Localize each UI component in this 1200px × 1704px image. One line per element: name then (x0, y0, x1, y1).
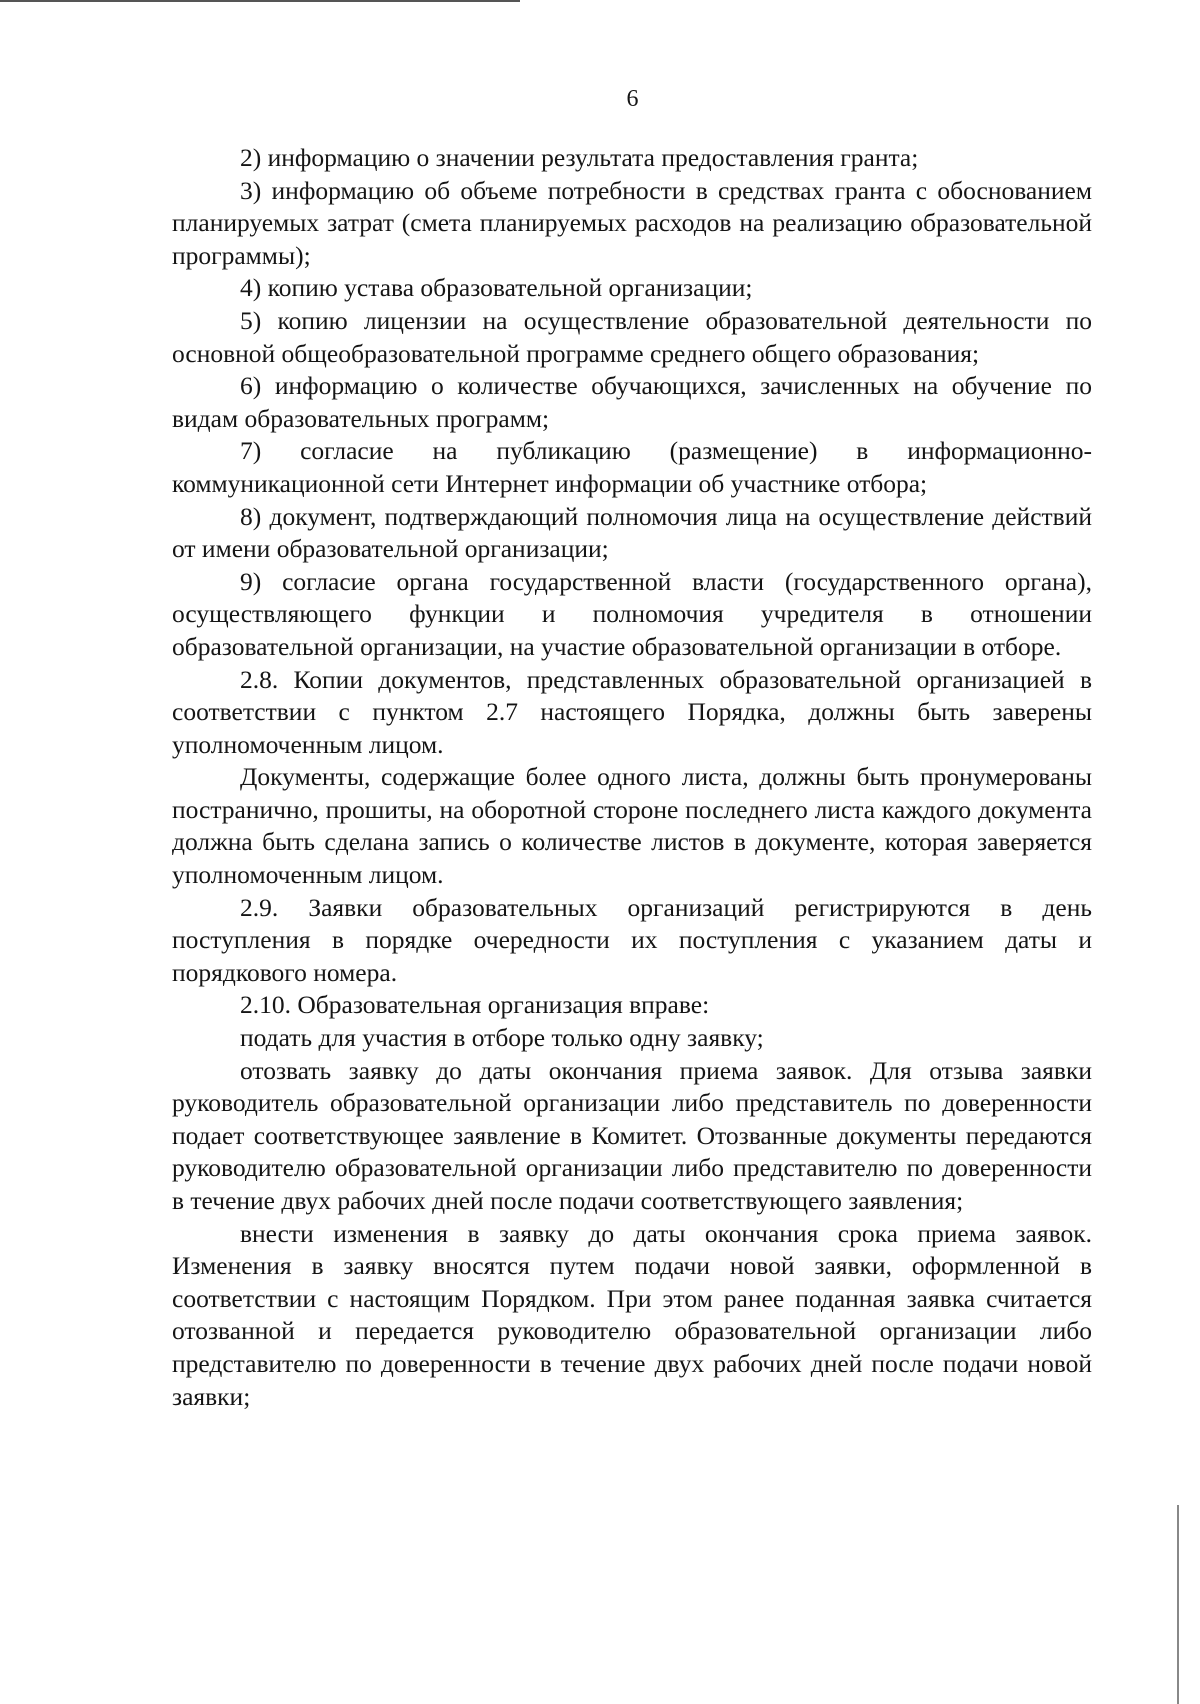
paragraph-section-2-8: 2.8. Копии документов, представленных образовательной организацией в соответствии с пунктом 2.7 настоящего Порядка, должны быть заверены уполномоченным лицом. (172, 664, 1092, 759)
paragraph-item-7: 7) согласие на публикацию (размещение) в информационно-коммуникационной сети Интернет информации об участнике отбора; (172, 436, 1092, 498)
paragraph-amend-application: внести изменения в заявку до даты окончания срока приема заявок. Изменения в заявку вносятся путем подачи новой заявки, оформленной в соответствии с настоящим Порядком. При этом ранее поданная заявка считается отозванной и передается руководителю образовательной организации либо представителю по доверенности в течение двух рабочих дней после подачи новой заявки; (172, 1218, 1092, 1411)
paragraph-section-2-9: 2.9. Заявки образовательных организаций регистрируются в день поступления в порядке очередности их поступления с указанием даты и порядкового номера. (172, 892, 1092, 987)
paragraph-item-3: 3) информацию об объеме потребности в средствах гранта с обоснованием планируемых затрат (смета планируемых расходов на реализацию образовательной программы); (172, 175, 1092, 270)
page-number: 6 (626, 86, 639, 112)
paragraph-item-5: 5) копию лицензии на осуществление образовательной деятельности по основной общеобразовательной программе среднего общего образования; (172, 305, 1092, 368)
scan-edge-top (0, 0, 520, 2)
paragraph-item-4: 4) копию устава образовательной организации; (240, 273, 753, 303)
paragraph-item-9: 9) согласие органа государственной власти (государственного органа), осуществляющего функции и полномочия учредителя в отношении образовательной организации, на участие образовательной организации в отборе. (172, 566, 1092, 661)
paragraph-item-2: 2) информацию о значении результата предоставления гранта; (240, 143, 919, 172)
paragraph-withdraw-application: отозвать заявку до даты окончания приема заявок. Для отзыва заявки руководитель образовательной организации либо представитель по доверенности подает соответствующее заявление в Комитет. Отозванные документы передаются руководителю образовательной организации либо представителю по доверенности в течение двух рабочих дней после подачи соответствующего заявления; (172, 1055, 1092, 1215)
scan-edge-right (1177, 1505, 1179, 1704)
paragraph-item-6: 6) информацию о количестве обучающихся, зачисленных на обучение по видам образовательных программ; (172, 371, 1092, 433)
paragraph-item-8: 8) документ, подтверждающий полномочия лица на осуществление действий от имени образовательной организации; (172, 501, 1092, 564)
paragraph-documents-requirements: Документы, содержащие более одного листа, должны быть пронумерованы постранично, прошиты, на оборотной стороне последнего листа каждого документа должна быть сделана запись о количестве листов в документе, которая заверяется уполномоченным лицом. (172, 762, 1092, 890)
paragraph-submit-one-application: подать для участия в отборе только одну заявку; (240, 1023, 764, 1053)
document-body (172, 142, 1092, 1413)
paragraph-section-2-10: 2.10. Образовательная организация вправе: (240, 990, 710, 1020)
